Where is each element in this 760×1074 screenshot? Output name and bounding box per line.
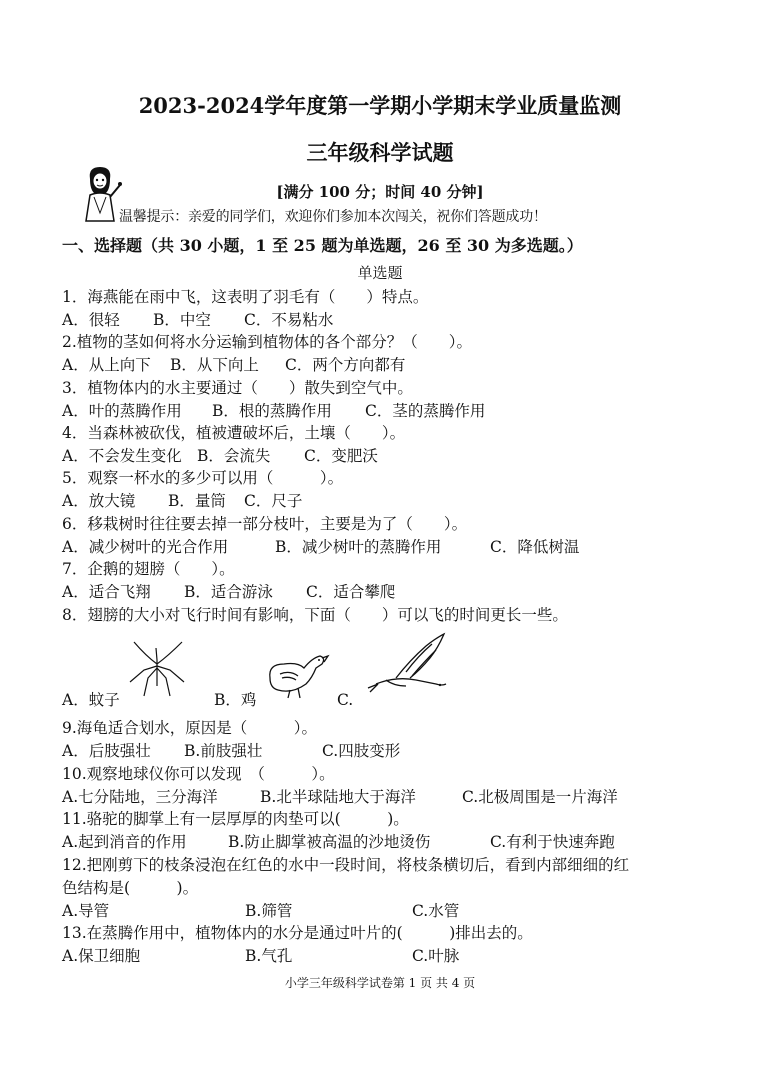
option-b[interactable]: B.北半球陆地大于海洋 — [260, 788, 416, 806]
option-c[interactable]: C.四肢变形 — [322, 742, 401, 760]
option-a[interactable]: A．蚊子 — [62, 691, 120, 709]
exam-subtitle: 三年级科学试题 — [306, 140, 454, 165]
question-13: 13.在蒸腾作用中，植物体内的水分是通过叶片的( )排出去的。 — [62, 924, 533, 942]
option-a[interactable]: A．适合飞翔 — [62, 583, 151, 601]
question-2: 2.植物的茎如何将水分运输到植物体的各个部分？（ ）。 — [62, 333, 473, 351]
question-3: 3．植物体内的水主要通过（ ）散失到空气中。 — [62, 379, 413, 397]
option-a[interactable]: A．后肢强壮 — [62, 742, 151, 760]
greeting-tip: 温馨提示：亲爱的同学们，欢迎你们参加本次闯关，祝你们答题成功！ — [119, 209, 547, 225]
question-12-cont: 色结构是( )。 — [62, 879, 199, 897]
swan-image[interactable] — [366, 632, 448, 694]
question-4: 4．当森林被砍伐，植被遭破坏后，土壤（ ）。 — [62, 424, 406, 442]
option-a[interactable]: A．很轻 — [62, 311, 120, 329]
option-c[interactable]: C．两个方向都有 — [285, 356, 406, 374]
option-c[interactable]: C．降低树温 — [490, 538, 580, 556]
option-a[interactable]: A.保卫细胞 — [62, 947, 141, 965]
mosquito-image[interactable] — [126, 638, 188, 698]
teacher-illustration — [80, 165, 124, 223]
option-a[interactable]: A.导管 — [62, 902, 110, 920]
option-b[interactable]: B．根的蒸腾作用 — [212, 402, 332, 420]
question-1: 1．海燕能在雨中飞，这表明了羽毛有（ ）特点。 — [62, 288, 429, 306]
option-c[interactable]: C．不易粘水 — [244, 311, 334, 329]
question-11: 11.骆驼的脚掌上有一层厚厚的肉垫可以( )。 — [62, 810, 409, 828]
option-b[interactable]: B．从下向上 — [170, 356, 259, 374]
option-a[interactable]: A．减少树叶的光合作用 — [62, 538, 229, 556]
option-c[interactable]: C. — [337, 691, 354, 709]
option-b[interactable]: B．会流失 — [197, 447, 271, 465]
section-heading: 一、选择题（共 30 小题，1 至 25 题为单选题，26 至 30 为多选题。） — [62, 236, 583, 255]
question-10: 10.观察地球仪你可以发现 （ ）。 — [62, 765, 335, 783]
option-b[interactable]: B.筛管 — [245, 902, 293, 920]
question-5: 5．观察一杯水的多少可以用（ ）。 — [62, 469, 344, 487]
exam-title: 2023-2024学年度第一学期小学期末学业质量监测 — [138, 93, 622, 118]
option-a[interactable]: A．叶的蒸腾作用 — [62, 402, 182, 420]
option-b[interactable]: B．鸡 — [214, 691, 257, 709]
option-c[interactable]: C.叶脉 — [412, 947, 460, 965]
option-a[interactable]: A.起到消音的作用 — [62, 833, 187, 851]
option-a[interactable]: A．放大镜 — [62, 492, 136, 510]
option-b[interactable]: B.气孔 — [245, 947, 293, 965]
option-c[interactable]: C．适合攀爬 — [306, 583, 396, 601]
option-b[interactable]: B.前肢强壮 — [184, 742, 263, 760]
option-b[interactable]: B．适合游泳 — [184, 583, 273, 601]
option-b[interactable]: B．减少树叶的蒸腾作用 — [275, 538, 442, 556]
option-c[interactable]: C.有利于快速奔跑 — [490, 833, 615, 851]
option-b[interactable]: B．量筒 — [168, 492, 226, 510]
option-a[interactable]: A．不会发生变化 — [62, 447, 182, 465]
question-7: 7．企鹅的翅膀（ ）。 — [62, 560, 235, 578]
option-b[interactable]: B．中空 — [153, 311, 211, 329]
question-12: 12.把刚剪下的枝条浸泡在红色的水中一段时间，将枝条横切后，看到内部细细的红 — [62, 856, 630, 874]
option-c[interactable]: C．茎的蒸腾作用 — [365, 402, 486, 420]
option-a[interactable]: A．从上向下 — [62, 356, 151, 374]
option-a[interactable]: A.七分陆地，三分海洋 — [62, 788, 218, 806]
section-subheading: 单选题 — [357, 264, 403, 282]
option-b[interactable]: B.防止脚掌被高温的沙地烫伤 — [228, 833, 431, 851]
question-6: 6．移栽树时往往要去掉一部分枝叶，主要是为了（ ）。 — [62, 515, 468, 533]
exam-meta: [满分 100 分；时间 40 分钟] — [276, 183, 484, 201]
option-c[interactable]: C．尺子 — [244, 492, 303, 510]
option-c[interactable]: C.北极周围是一片海洋 — [462, 788, 618, 806]
question-8: 8．翅膀的大小对飞行时间有影响，下面（ ）可以飞的时间更长一些。 — [62, 606, 568, 624]
chicken-image[interactable] — [262, 648, 330, 700]
option-c[interactable]: C.水管 — [412, 902, 460, 920]
question-9: 9.海龟适合划水，原因是（ ）。 — [62, 719, 318, 737]
page-footer: 小学三年级科学试卷第 1 页 共 4 页 — [284, 976, 476, 990]
option-c[interactable]: C．变肥沃 — [304, 447, 378, 465]
